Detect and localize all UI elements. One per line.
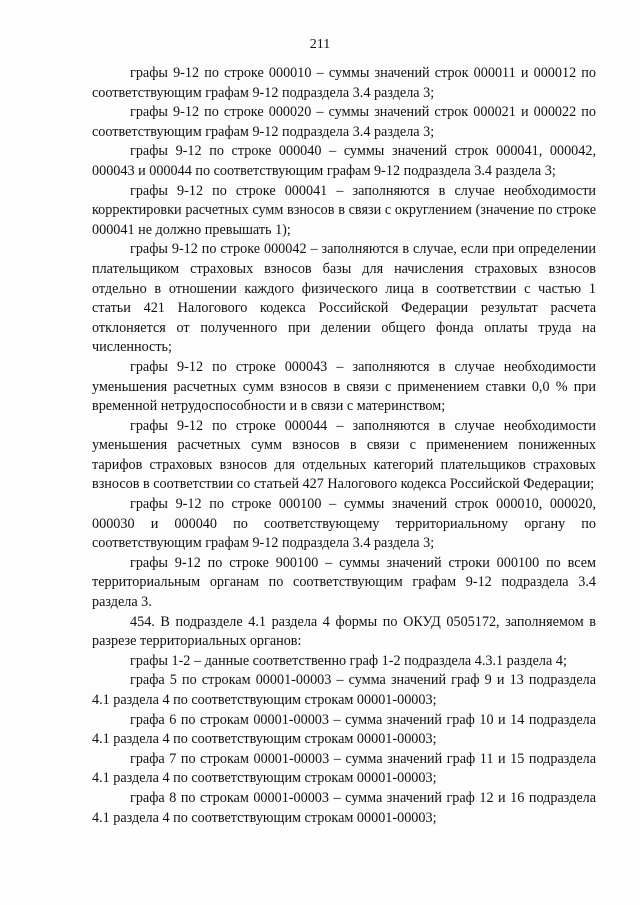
document-body [92,64,596,828]
paragraph: графы 9-12 по строке 000043 – заполняются в случае необходимости уменьшения расчетных сумм взносов в связи с применением ставки 0,0 % при временной нетрудоспособности и в связи с материнством; [92,358,596,415]
paragraph: графы 9-12 по строке 000100 – суммы значений строк 000010, 000020, 000030 и 000040 по соответствующему территориальному органу по соответствующим графам 9-12 подраздела 3.4 раздела 3; [92,496,596,552]
paragraph: графы 1-2 – данные соответственно граф 1-2 подраздела 4.3.1 раздела 4; [130,652,567,669]
paragraph: графа 8 по строкам 00001-00003 – сумма значений граф 12 и 16 подраздела 4.1 раздела 4 по соответствующим строкам 00001-00003; [92,789,596,826]
paragraph: графа 5 по строкам 00001-00003 – сумма значений граф 9 и 13 подраздела 4.1 раздела 4 по соответствующим строкам 00001-00003; [92,672,596,708]
paragraph: графы 9-12 по строке 000010 – суммы значений строк 000011 и 000012 по соответствующим графам 9-12 подраздела 3.4 раздела 3; [92,65,596,101]
paragraph: графа 7 по строкам 00001-00003 – сумма значений граф 11 и 15 подраздела 4.1 раздела 4 по соответствующим строкам 00001-00003; [92,750,596,787]
paragraph: графы 9-12 по строке 000042 – заполняются в случае, если при определении плательщиком страховых взносов базы для начисления страховых взносов отдельно в отношении каждого физического лица в соответствии с частью 1 статьи 421 Налогового кодекса Российской Федерации результат расчета отклоняется от полученного при делении общего фонда оплаты труда на численность; [92,241,596,356]
paragraph: графы 9-12 по строке 000040 – суммы значений строк 000041, 000042, 000043 и 000044 по соответствующим графам 9-12 подраздела 3.4 раздела 3; [92,143,596,179]
paragraph: графы 9-12 по строке 900100 – суммы значений строки 000100 по всем территориальным органам по соответствующим графам 9-12 подраздела 3.4 раздела 3. [92,554,596,611]
page-number: 211 [309,37,331,52]
paragraph: графы 9-12 по строке 000020 – суммы значений строк 000021 и 000022 по соответствующим графам 9-12 подраздела 3.4 раздела 3; [92,104,596,140]
paragraph: графа 6 по строкам 00001-00003 – сумма значений граф 10 и 14 подраздела 4.1 раздела 4 по соответствующим строкам 00001-00003; [92,711,596,748]
paragraph: графы 9-12 по строке 000041 – заполняются в случае необходимости корректировки расчетных сумм взносов в связи с округлением (значение по строке 000041 не должно превышать 1); [92,182,596,238]
paragraph: графы 9-12 по строке 000044 – заполняются в случае необходимости уменьшения расчетных сумм взносов в связи с применением пониженных тарифов страховых взносов для отдельных категорий плательщиков страховых взносов в соответствии со статьей 427 Налогового кодекса Российской Федерации; [92,417,596,493]
section-paragraph: 454. В подразделе 4.1 раздела 4 формы по ОКУД 0505172, заполняемом в разрезе территориальных органов: [92,613,596,650]
